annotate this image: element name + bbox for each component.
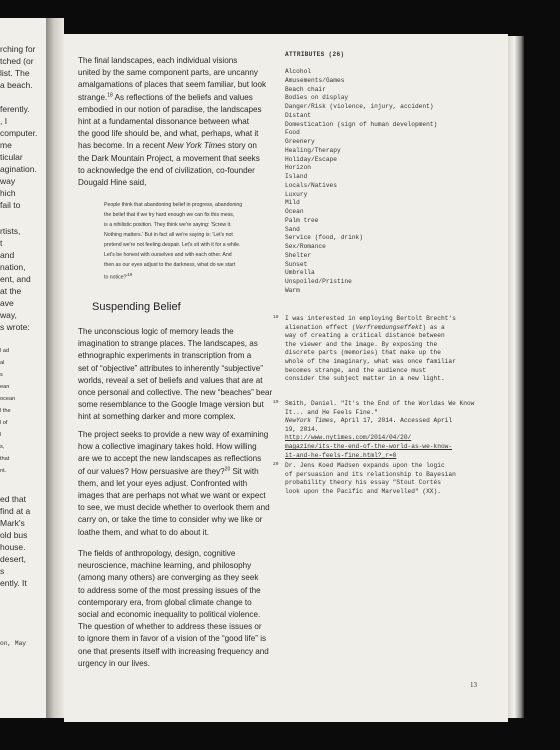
left-page-line: find at a <box>0 506 31 516</box>
left-page-line: on, May <box>0 640 26 647</box>
text-line: neuroscience, machine learning, and philosophy <box>78 561 252 571</box>
text-line: (among many others) are converging as they seek <box>78 573 259 583</box>
left-page-line: ently. It <box>0 578 27 588</box>
attribute-item: Service (food, drink) <box>285 234 363 242</box>
footnote-text: look upon the Pacific and Marvelled" (XX). <box>285 487 441 495</box>
attribute-item: Warm <box>285 286 300 294</box>
attribute-item: Umbrella <box>285 269 315 277</box>
left-page-line: hich <box>0 188 16 198</box>
footnote-text: discrete parts (memories) that make up the <box>285 349 441 357</box>
left-page-line: s wrote: <box>0 322 30 332</box>
footnote-text: 19, 2014. <box>285 425 319 433</box>
footnote-marker: 20 <box>224 465 231 472</box>
text-line: of our values? How persuasive are they? <box>78 466 225 476</box>
left-page-line: desert, <box>0 554 26 564</box>
footnote-text: ) as a <box>422 323 445 331</box>
footnote-number: 20 <box>273 462 279 467</box>
left-page-line: t <box>0 238 3 248</box>
attribute-item: Palm tree <box>285 216 319 224</box>
left-page-line: ticular <box>0 152 23 162</box>
attributes-list <box>285 68 437 296</box>
footnote-text: becomes strange, and the audience must <box>285 366 427 374</box>
text-line: carry on, or take the time to consider why we like or <box>78 515 263 525</box>
text-line: to address some of the most pressing issues of the <box>78 585 261 595</box>
footnote-text: York Times <box>296 417 334 425</box>
text-line: is a nihilistic position. They think we're saying: 'Screw it. <box>104 222 232 228</box>
footnote-text: I was interested in employing Bertolt Brecht's <box>285 315 456 322</box>
text-line: hint at something darker and more complex. <box>78 412 236 422</box>
attribute-item: Island <box>285 173 308 180</box>
footnote-text: Verfremdungseffekt <box>355 323 423 331</box>
text-line: one that presents itself with increasing frequency and <box>78 646 269 656</box>
text-line: embodied in our notion of paradise, the landscapes <box>78 104 262 114</box>
footnote-text: Smith, Daniel. "It's the End of the World <box>285 400 438 407</box>
text-line: Let's be honest with ourselves and with each other. And <box>104 252 232 258</box>
left-page-line: fail to <box>0 200 21 210</box>
footnote-18 <box>273 315 491 384</box>
left-page-line: l the <box>0 408 11 414</box>
footnote-text: the viewer and the image. By exposing the <box>285 340 438 348</box>
text-line: The project seeks to provide a new way of examining <box>78 430 269 439</box>
left-page-line: ent, and <box>0 274 31 284</box>
text-line: them, and let your eyes adjust. Confronted with <box>78 478 248 488</box>
text-line: the good life should be, and what, perhaps, what it <box>78 129 259 139</box>
text-line: The question of whether to address these issues or <box>78 622 262 632</box>
text-line: The unconscious logic of memory leads the <box>78 327 234 336</box>
left-page-line: tched (or <box>0 56 34 66</box>
text-line: once personal and collective. The new “beaches” bear <box>78 388 273 398</box>
text-line: pretend we're not feeling despair. Let's sit with it for a while. <box>104 242 241 248</box>
left-page-line: , I <box>0 116 8 126</box>
attribute-item: Ocean <box>285 208 304 215</box>
left-page-line: way <box>0 176 16 186</box>
footnote-text: New <box>285 417 297 425</box>
text-line: has become. In a recent <box>78 141 168 151</box>
text-line: imagination to strange places. The landscapes, as <box>78 339 258 349</box>
left-page-line: list. The <box>0 68 30 78</box>
paragraph-memory <box>78 326 272 424</box>
left-page-line: al <box>0 360 5 366</box>
text-line: amalgamations of places that seem familiar, but look <box>78 80 267 90</box>
text-line: The fields of anthropology, design, cognitive <box>78 549 236 558</box>
page-edge <box>508 36 524 718</box>
attribute-item: Sex/Romance <box>285 243 326 250</box>
attribute-item: Food <box>285 129 300 137</box>
attribute-item: Locals/Natives <box>285 181 337 189</box>
text-line: to see, we must decide whether to overlook them and <box>78 503 270 513</box>
attribute-item: Shelter <box>285 251 311 259</box>
left-page-line: way, <box>0 310 17 320</box>
text-line: some resemblance to the Google Image version but <box>78 400 264 410</box>
footnote-20 <box>273 462 491 496</box>
left-page-line: at the <box>0 286 22 296</box>
footnote-text: whole of the imaginary, what was once familiar <box>285 357 456 365</box>
text-line: to ignore them in favor of a vision of the “good life” is <box>78 634 267 644</box>
left-page-line: rtists, <box>0 226 21 236</box>
text-line: contemporary era, from global climate change to <box>78 597 252 607</box>
left-page-line: s <box>0 566 5 576</box>
footnote-link[interactable]: magazine/its-the-end-of-the-world-as-we-know- <box>285 442 453 450</box>
attributes-title: ATTRIBUTES (26) <box>285 51 345 58</box>
footnote-text: , April 17, 2014. Accessed April <box>333 417 453 425</box>
text-line: are we to accept the new landscapes as reflections <box>78 454 262 464</box>
left-page-line: nt. <box>0 468 7 474</box>
footnote-text: probability theory his essay "Stout Cortés <box>285 479 441 487</box>
text-line: to notice?' <box>104 274 128 281</box>
text-line: worlds, reveal a set of beliefs and values that are at <box>78 375 263 385</box>
text-line: social and economic inequality to political violence. <box>78 610 261 620</box>
attribute-item: Horizon <box>285 164 311 172</box>
attribute-item: Alcohol <box>285 68 311 75</box>
footnote-marker: 19 <box>127 272 133 277</box>
attribute-item: Mild <box>285 199 300 207</box>
text-line: Nothing matters.' But in fact all we're saying is: 'Let's not <box>104 232 233 238</box>
text-line: hint at a fundamental dissonance between what <box>78 117 249 127</box>
page-gutter <box>46 18 64 718</box>
text-line: the Dark Mountain Project, a movement that seeks <box>78 153 260 163</box>
block-quote <box>104 200 282 283</box>
text-line: The final landscapes, each individual visions <box>78 56 238 65</box>
footnote-text: of persuasion and its relationship to Bayesian <box>285 470 456 478</box>
text-line: set of “objective” attributes to inherently “subjective” <box>78 363 263 373</box>
left-page-line: l ad <box>0 348 10 354</box>
left-page-line: me <box>0 140 12 150</box>
left-page-line: agination. <box>0 164 37 174</box>
paragraph-project <box>78 429 270 539</box>
footnote-number: 19 <box>273 400 279 405</box>
attribute-item: Distant <box>285 111 311 119</box>
text-line: Dougald Hine said, <box>78 178 147 188</box>
text-line: story on <box>225 141 257 151</box>
left-page-line: l of <box>0 420 8 426</box>
attribute-item: Danger/Risk (violence, injury, accident) <box>285 103 434 110</box>
left-page-line: nation, <box>0 262 26 272</box>
left-page-line: a beach. <box>0 80 33 90</box>
text-line: how a collective imaginary takes hold. How willing <box>78 442 257 452</box>
attribute-item: Healing/Therapy <box>285 146 341 154</box>
attribute-item: Domestication (sign of human development) <box>285 120 438 128</box>
left-page-line: rching for <box>0 44 36 54</box>
text-line: urgency in our lives. <box>78 658 150 668</box>
left-page-line: ferently. <box>0 104 30 114</box>
footnote-link[interactable]: http://www.nytimes.com/2014/04/20/ <box>285 434 412 442</box>
text-line: united by the same component parts, are uncanny <box>78 68 258 78</box>
text-line: Sit with <box>230 466 259 476</box>
right-page <box>64 34 508 722</box>
paragraph-fields <box>78 548 269 670</box>
footnote-number: 18 <box>273 315 279 320</box>
footnote-marker: 18 <box>107 91 113 98</box>
attribute-item: Beach chair <box>285 85 326 93</box>
section-heading: Suspending Belief <box>92 301 181 313</box>
left-page-line: ocean <box>0 396 16 402</box>
text-line: strange. <box>78 92 108 102</box>
attribute-item: Sunset <box>285 260 308 268</box>
text-line: People think that abandoning belief in progress, abandoning <box>104 202 243 208</box>
italic-title: New York Times <box>167 141 226 151</box>
left-page-line: s <box>0 372 3 378</box>
footnote-text: alienation effect ( <box>285 323 356 331</box>
left-page-line: that <box>0 456 10 462</box>
attribute-item: Unspoiled/Pristine <box>285 278 352 285</box>
footnote-text: Dr. Jens Koed Madsen expands upon the logic <box>285 462 445 469</box>
attribute-item: Greenery <box>285 138 315 145</box>
attribute-item: Holiday/Escape <box>285 155 337 163</box>
left-page <box>0 18 46 718</box>
footnote-text: consider the subject matter in a new light. <box>285 375 445 383</box>
left-page-line: and <box>0 250 15 260</box>
paragraph-intro <box>78 55 266 189</box>
left-page-line: s, <box>0 444 5 450</box>
text-line: the belief that if we try hard enough we can fix this mess, <box>104 212 235 218</box>
left-page-line: l <box>0 432 2 438</box>
text-line: loathe them, and what to do about it. <box>78 527 209 537</box>
left-page-line: computer. <box>0 128 38 138</box>
text-line: then as our eyes adjust to the darkness, what do we start <box>104 262 236 268</box>
attribute-item: Amusements/Games <box>285 76 345 84</box>
left-page-line: old bus <box>0 530 28 540</box>
text-line: ethnographic experiments in transcription from a <box>78 351 252 361</box>
text-line: to acknowledge the end of civilization, co-founder <box>78 165 255 175</box>
left-page-line: ean <box>0 384 10 390</box>
text-line: As reflections of the beliefs and values <box>112 92 253 102</box>
attribute-item: Luxury <box>285 190 308 198</box>
left-page-line: ed that <box>0 494 26 504</box>
footnote-19 <box>273 400 491 460</box>
left-page-line: ave <box>0 298 14 308</box>
attribute-item: Sand <box>285 225 300 233</box>
left-page-line: house. <box>0 542 26 552</box>
attribute-item: Bodies on display <box>285 94 349 102</box>
text-line: images that are perhaps not what we want or expect <box>78 491 266 501</box>
footnote-link[interactable]: it-and-he-feels-fine.html?_r=0 <box>285 451 397 459</box>
left-page-line: Mark's <box>0 518 25 528</box>
page-number: 13 <box>470 681 477 689</box>
footnote-text: way of creating a critical distance between <box>285 332 445 340</box>
footnote-text: as We Know It... and He Feels Fine." <box>285 400 475 416</box>
